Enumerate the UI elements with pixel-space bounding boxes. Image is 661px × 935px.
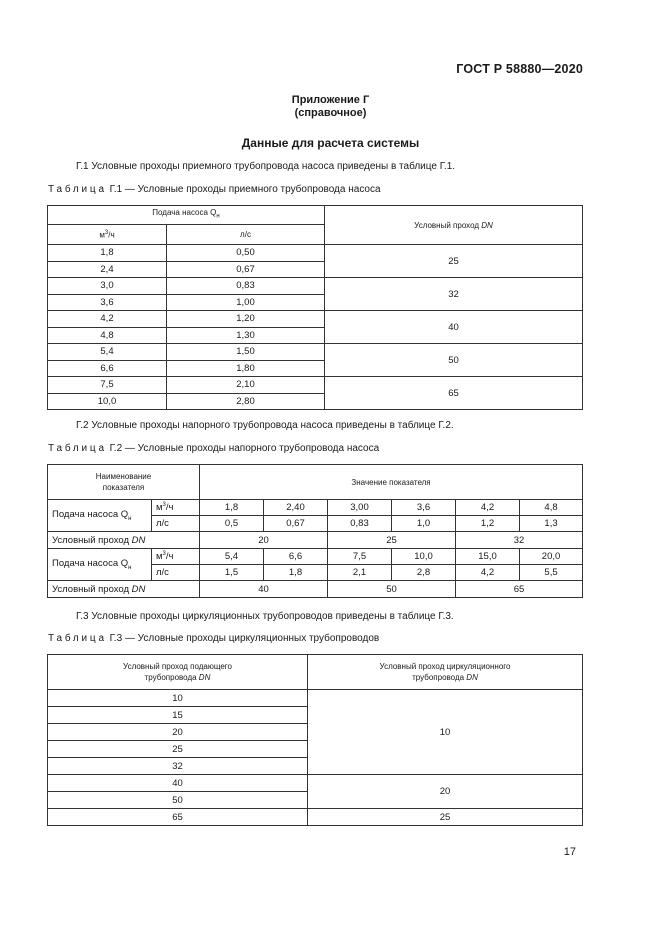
g1-dn-cell: 32 (325, 278, 583, 311)
table-row (48, 549, 583, 565)
table-cell: 32 (456, 532, 583, 549)
table-cell: 1,8 (48, 245, 167, 262)
table-cell: 1,50 (167, 344, 325, 361)
g1-dn-cell: 40 (325, 311, 583, 344)
g2-unit-m3: $м^3/ч$ (152, 549, 200, 565)
caption-text: Г.3 — Условные проходы циркуляционных трубопроводов (106, 633, 380, 644)
caption-word: Таблица (48, 184, 107, 195)
table-cell: 0,5 (200, 516, 264, 532)
g1-dn-cell: 25 (325, 245, 583, 278)
table-cell: 0,67 (167, 261, 325, 278)
table-cell: 0,50 (167, 245, 325, 262)
table-cell: 40 (48, 775, 308, 792)
table-row (48, 245, 583, 262)
table-cell: 3,6 (392, 500, 456, 516)
table-cell: 3,6 (48, 294, 167, 311)
g1-dn-cell: 65 (325, 377, 583, 410)
table-row (48, 775, 583, 792)
table-row (48, 344, 583, 361)
table-cell: 10 (48, 690, 308, 707)
table-cell: 7,5 (328, 549, 392, 565)
table-cell: 20 (48, 724, 308, 741)
g2-unit-ls: л/с (152, 565, 200, 581)
table-row (48, 809, 583, 826)
g3-head-supply: Условный проход подающего трубопровода DN (48, 655, 308, 690)
table-cell: 25 (48, 741, 308, 758)
table-cell: 6,6 (48, 360, 167, 377)
g1-caption (48, 184, 381, 195)
table-cell: 1,80 (167, 360, 325, 377)
table-row (48, 377, 583, 394)
g1-head-m3: $м^3/ч$ (48, 225, 167, 245)
g3-caption (48, 633, 379, 644)
table-cell: 4,2 (456, 565, 520, 581)
g2-head-name: Наименование показателя (48, 465, 200, 500)
document-standard-number: ГОСТ Р 58880—2020 (456, 62, 583, 76)
table-row (48, 311, 583, 328)
table-row (48, 278, 583, 295)
section-title: Данные для расчета системы (241, 136, 420, 150)
table-cell: 4,8 (48, 327, 167, 344)
table-cell: 15 (48, 707, 308, 724)
g2-flow-label: Подача насоса $Q_н$ (48, 549, 152, 581)
table-cell: 6,6 (264, 549, 328, 565)
page-number: 17 (563, 846, 576, 858)
g2-flow-label: Подача насоса $Q_н$ (48, 500, 152, 532)
table-cell: 20 (200, 532, 328, 549)
g2-caption (48, 443, 379, 454)
table-cell: 2,40 (264, 500, 328, 516)
table-cell: 1,8 (264, 565, 328, 581)
g3-circ-cell: 25 (308, 809, 583, 826)
appendix-note: (справочное) (294, 107, 367, 119)
g1-head-ls: л/с (167, 225, 325, 245)
g2-unit-m3: $м^3/ч$ (152, 500, 200, 516)
table-cell: 25 (328, 532, 456, 549)
g2-head-value: Значение показателя (200, 465, 583, 500)
caption-text: Г.1 — Условные проходы приемного трубопровода насоса (106, 184, 381, 195)
table-cell: 4,8 (520, 500, 583, 516)
table-cell: 50 (48, 792, 308, 809)
table-cell: 5,4 (48, 344, 167, 361)
g3-circ-cell: 20 (308, 775, 583, 809)
table-cell: 0,83 (328, 516, 392, 532)
table-row (48, 532, 583, 549)
table-cell: 32 (48, 758, 308, 775)
table-cell: 1,3 (520, 516, 583, 532)
table-cell: 65 (456, 581, 583, 598)
table-cell: 20,0 (520, 549, 583, 565)
g1-intro: Г.1 Условные проходы приемного трубопровода насоса приведены в таблице Г.1. (76, 161, 456, 172)
caption-text: Г.2 — Условные проходы напорного трубопровода насоса (106, 443, 380, 454)
g2-intro: Г.2 Условные проходы напорного трубопровода насоса приведены в таблице Г.2. (76, 420, 454, 431)
g1-head-dn: Условный проход DN (325, 206, 583, 245)
table-cell: 65 (48, 809, 308, 826)
g2-dn-label: Условный проход DN (48, 581, 200, 598)
table-cell: 0,83 (167, 278, 325, 295)
appendix-title: Приложение Г (291, 94, 370, 106)
table-cell: 4,2 (456, 500, 520, 516)
caption-word: Таблица (48, 633, 107, 644)
table-cell: 1,20 (167, 311, 325, 328)
table-cell: 40 (200, 581, 328, 598)
table-cell: 15,0 (456, 549, 520, 565)
table-cell: 5,4 (200, 549, 264, 565)
g1-head-flow: Подача насоса $Q_н$ (48, 206, 325, 225)
g3-intro: Г.3 Условные проходы циркуляционных трубопроводов приведены в таблице Г.3. (76, 611, 454, 622)
appendix-heading (0, 94, 661, 120)
table-cell: 5,5 (520, 565, 583, 581)
table-cell: 1,0 (392, 516, 456, 532)
table-cell: 2,8 (392, 565, 456, 581)
table-g3 (47, 654, 583, 826)
table-cell: 10,0 (392, 549, 456, 565)
table-cell: 7,5 (48, 377, 167, 394)
table-cell: 1,00 (167, 294, 325, 311)
table-cell: 1,30 (167, 327, 325, 344)
g2-dn-label: Условный проход DN (48, 532, 200, 549)
table-cell: 3,0 (48, 278, 167, 295)
g3-circ-cell: 10 (308, 690, 583, 775)
table-cell: 1,8 (200, 500, 264, 516)
table-cell: 2,4 (48, 261, 167, 278)
table-cell: 1,5 (200, 565, 264, 581)
table-row (48, 581, 583, 598)
table-cell: 3,00 (328, 500, 392, 516)
g2-unit-ls: л/с (152, 516, 200, 532)
table-cell: 1,2 (456, 516, 520, 532)
table-row (48, 500, 583, 516)
caption-word: Таблица (48, 443, 107, 454)
table-cell: 2,10 (167, 377, 325, 394)
table-cell: 50 (328, 581, 456, 598)
table-g1 (47, 205, 583, 410)
table-g2 (47, 464, 583, 598)
table-cell: 10,0 (48, 393, 167, 410)
g3-head-circ: Условный проход циркуляционного трубопровода DN (308, 655, 583, 690)
g1-dn-cell: 50 (325, 344, 583, 377)
table-cell: 2,1 (328, 565, 392, 581)
table-cell: 4,2 (48, 311, 167, 328)
table-cell: 0,67 (264, 516, 328, 532)
table-row (48, 690, 583, 707)
table-cell: 2,80 (167, 393, 325, 410)
